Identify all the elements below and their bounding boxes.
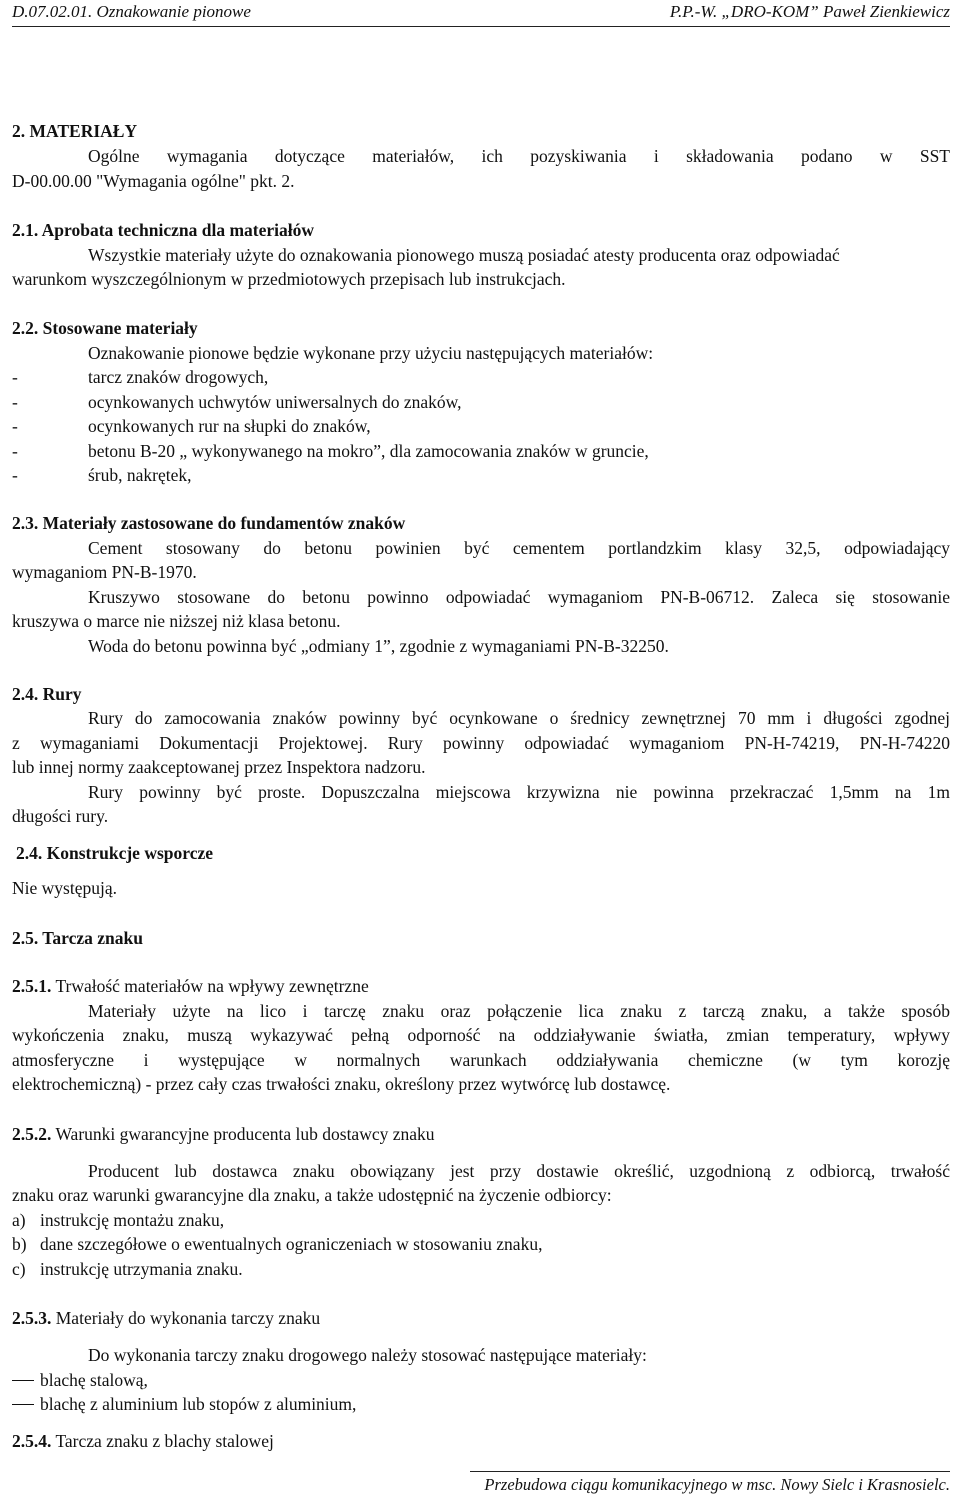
section-2-3-line5: Woda do betonu powinna być „odmiany 1”, zgodnie z wymaganiami PN-B-32250. <box>88 636 669 656</box>
section-2-4-line4: Rury powinny być proste. Dopuszczalna miejscowa krzywizna nie powinna przekraczać 1,5mm na 1m <box>88 782 950 802</box>
page-footer <box>470 1471 950 1498</box>
section-2-4-line2: z wymaganiami Dokumentacji Projektowej. Rury powinny odpowiadać wymaganiom PN-H-74219, PN-H-74220 <box>12 733 950 753</box>
header-left: D.07.02.01. Oznakowanie pionowe <box>12 2 251 21</box>
section-2-3-title: 2.3. Materiały zastosowane do fundamentów znaków <box>12 513 406 533</box>
section-2-5-1-line2: wykończenia znaku, muszą wykazywać pełną odporność na oddziaływanie światła, zmian temperatury, wpływy <box>12 1025 950 1045</box>
header-right: P.P.-W. „DRO-KOM” Paweł Zienkiewicz <box>669 2 950 21</box>
dash-bullet-icon <box>12 1380 34 1381</box>
section-2-5-1-line4: elektrochemiczną) - przez cały czas trwałości znaku, określony przez wytwórcę lub dostawcę. <box>12 1074 671 1094</box>
section-2-1-line2: warunkom wyszczególnionym w przedmiotowych przepisach lub instrukcjach. <box>12 269 566 289</box>
section-2-4b-title: 2.4. Konstrukcje wsporcze <box>16 843 214 863</box>
section-2-5-4-title: 2.5.4. Tarcza znaku z blachy stalowej <box>12 1431 274 1451</box>
section-2-4-line1: Rury do zamocowania znaków powinny być ocynkowane o średnicy zewnętrznej 70 mm i długości zgodnej <box>88 708 950 728</box>
section-2-2-title: 2.2. Stosowane materiały <box>12 318 198 338</box>
section-2-4-line5: długości rury. <box>12 806 109 826</box>
section-2-4-line3: lub innej normy zaakceptowanej przez Inspektora nadzoru. <box>12 757 426 777</box>
section-2-3-line4: kruszywa o marce nie niższej niż klasa betonu. <box>12 611 341 631</box>
section-2-5-2-line2: znaku oraz warunki gwarancyjne dla znaku, a także udostępnić na życzenie odbiorcy: <box>12 1185 612 1205</box>
section-2-5-3-line1: Do wykonania tarczy znaku drogowego należy stosować następujące materiały: <box>88 1345 647 1365</box>
section-2-5-1-line3: atmosferyczne i występujące w normalnych warunkach oddziaływania chemiczne (w tym korozję <box>12 1050 950 1070</box>
section-2-5-1-line1: Materiały użyte na lico i tarczę znaku oraz połączenie lica znaku z tarczą znaku, a także sposób <box>88 1001 950 1021</box>
dash-bullet-icon <box>12 1404 34 1405</box>
section-2-3-line1: Cement stosowany do betonu powinien być cementem portlandzkim klasy 32,5, odpowiadający <box>88 538 950 558</box>
section-2-4-title: 2.4. Rury <box>12 684 82 704</box>
section-2-3-line2: wymaganiom PN-B-1970. <box>12 562 197 582</box>
section-2-5-title: 2.5. Tarcza znaku <box>12 928 143 948</box>
section-2-5-2-title: 2.5.2. Warunki gwarancyjne producenta lub dostawcy znaku <box>12 1124 435 1144</box>
section-2-3-line3: Kruszywo stosowane do betonu powinno odpowiadać wymaganiom PN-B-06712. Zaleca się stosowanie <box>88 587 950 607</box>
section-2-1-title: 2.1. Aprobata techniczna dla materiałów <box>12 220 315 240</box>
section-2-para-line2: D-00.00.00 "Wymagania ogólne" pkt. 2. <box>12 171 295 191</box>
page-header <box>12 0 950 27</box>
footer-text: Przebudowa ciągu komunikacyjnego w msc. Nowy Sielc i Krasnosielc. <box>484 1475 950 1494</box>
section-2-para-line1: Ogólne wymagania dotyczące materiałów, ich pozyskiwania i składowania podano w SST <box>88 146 950 166</box>
section-2-5-1-title: 2.5.1. Trwałość materiałów na wpływy zewnętrzne <box>12 976 369 996</box>
section-2-5-2-line1: Producent lub dostawca znaku obowiązany jest przy dostawie określić, uzgodnioną z odbiorcą, trwałość <box>88 1161 950 1181</box>
section-2-5-3-title: 2.5.3. Materiały do wykonania tarczy znaku <box>12 1308 321 1328</box>
section-2-2-intro: Oznakowanie pionowe będzie wykonane przy użyciu następujących materiałów: <box>88 343 654 363</box>
section-2-1-line1: Wszystkie materiały użyte do oznakowania pionowego muszą posiadać atesty producenta oraz odpowiadać <box>88 245 840 265</box>
section-2-title: 2. MATERIAŁY <box>12 121 138 141</box>
section-2-4b-line1: Nie występują. <box>12 878 117 898</box>
